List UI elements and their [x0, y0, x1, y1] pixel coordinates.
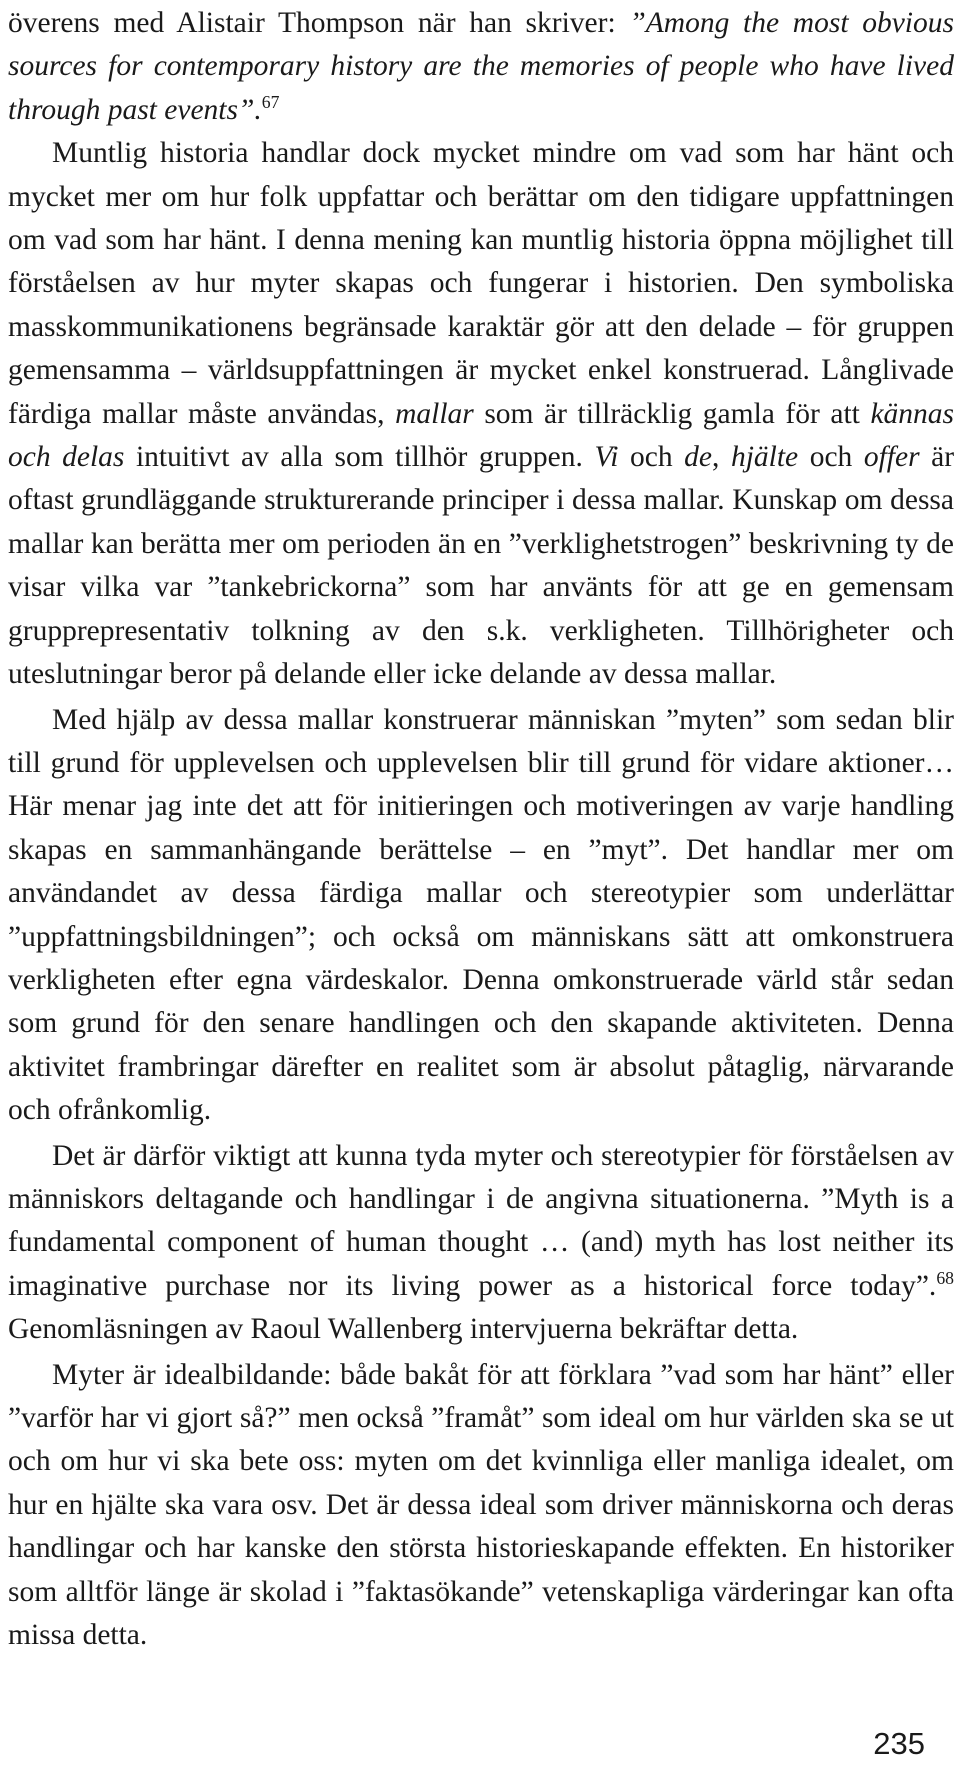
italic-term: de [684, 441, 713, 474]
paragraph-text: och [798, 441, 864, 474]
paragraph-text: och [618, 441, 685, 474]
paragraph-myth-construction: Med hjälp av dessa mallar konstruerar människan ”myten” som sedan blir till grund för upplevelsen och upplevelsen blir till grund för vidare aktioner… Här menar jag inte det att för initieringen och motiveringen av varje handling skapas en sammanhängande berättelse – en ”myt”. Det handlar mer om användandet av dessa färdiga mallar och stereotypier som underlättar ”uppfattningsbildningen”; och också om människans sätt att omkonstruera verkligheten efter egna värdeskalor. Denna omkonstruerade värld står sedan som grund för den senare handlingen och den skapande aktiviteten. Denna aktivitet frambringar därefter en realitet som är absolut påtaglig, närvarande och ofrånkomlig. [8, 703, 954, 1127]
footnote-ref-67: 67 [261, 91, 280, 112]
quote-italic: ”Among the most obvious sources for contemporary history are the memories of people who have lived through past events”. [8, 7, 954, 126]
paragraph-text: som är tillräcklig gamla för att [473, 397, 871, 430]
paragraph-text: Muntlig historia handlar dock mycket mindre om vad som har hänt och mycket mer om hur folk uppfattar och berättar om den tidigare uppfattningen om vad som har hänt. I denna mening kan muntlig historia öppna möjlighet till förståelsen av hur myter skapas och fungerar i historien. Den symboliska masskommunikationens begränsade karaktär gör att den delade – för gruppen gemensamma – världsuppfattningen är mycket enkel konstruerad. Långlivade färdiga mallar måste användas, [8, 137, 954, 430]
italic-term: Vi [594, 441, 619, 474]
italic-term: kännas och delas [8, 397, 955, 474]
paragraph-myth-ideals: Myter är idealbildande: både bakåt för att förklara ”vad som har hänt” eller ”varför har vi gjort så?” men också ”framåt” som ideal om hur världen ska se ut och om hur vi ska bete oss: myten om det kvinnliga eller manliga idealet, om hur en hjälte ska vara osv. Det är dessa ideal som driver människorna och deras handlingar och har kanske den största historieskapande effekten. En historiker som alltför länge är skolad i ”faktasökande” vetenskapliga värderingar kan ofta missa detta. [8, 1358, 954, 1652]
paragraph-interpreting-myths [8, 1135, 954, 1352]
paragraph-text: Det är därför viktigt att kunna tyda myter och stereotypier för förståelsen av människors deltagande och handlingar i de angivna situationerna. ”Myth is a fundamental component of human thought … (and) myth has lost neither its imaginative purchase nor its living power as a historical force today”. [8, 1139, 954, 1302]
italic-term: mallar [395, 397, 474, 430]
italic-term: hjälte [730, 441, 799, 474]
footnote-ref-68: 68 [936, 1267, 954, 1288]
paragraph-continued-quote [8, 2, 954, 132]
paragraph-text: intuitivt av alla som tillhör gruppen. [124, 441, 595, 474]
paragraph-text: Genomläsningen av Raoul Wallenberg intervjuerna bekräftar detta. [8, 1313, 799, 1346]
italic-term: offer [863, 441, 920, 474]
paragraph-text: är oftast grundläggande strukturerande principer i dessa mallar. Kunskap om dessa mallar kan berätta mer om perioden än en ”verklighetstrogen” beskrivning ty de visar vilka var ”tankebrickorna” som har använts för att ge en gemensam grupprepresentativ tolkning av den s.k. verkligheten. Tillhörigheter och uteslutningar beror på delande eller icke delande av dessa mallar. [8, 441, 955, 691]
paragraph-text: överens med Alistair Thompson när han skriver: [8, 7, 630, 39]
paragraph-text: , [712, 441, 731, 474]
page-number: 235 [873, 1726, 925, 1761]
page-body [8, 2, 954, 1657]
paragraph-oral-history [8, 132, 954, 696]
